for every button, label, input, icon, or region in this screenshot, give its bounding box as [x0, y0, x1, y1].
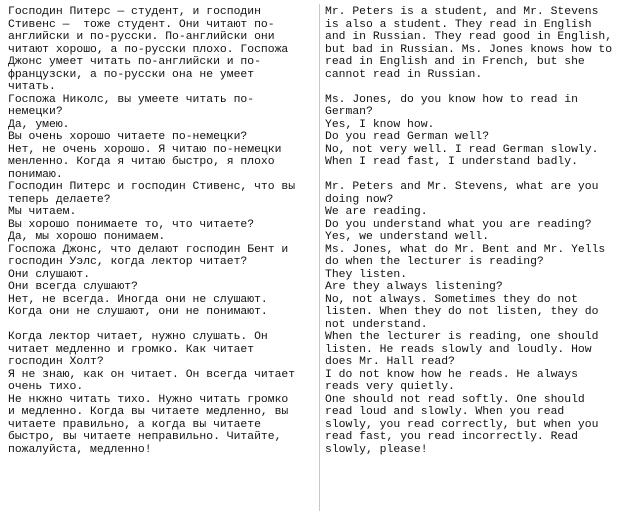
english-text-line: Do you read German well? [325, 131, 490, 143]
russian-text-line: Господин Питерс — студент, и господин [8, 6, 261, 18]
english-text-line: slowly, you read correctly, but when you [325, 418, 599, 431]
english-text-line: read in English and in French, but she [325, 56, 585, 68]
russian-text-line: пожалуйста, медленно! [8, 443, 152, 456]
russian-text-line: английски и по-русски. По-английски они [8, 31, 275, 43]
english-text-line: doing now? [325, 193, 394, 206]
russian-text-line: и медленно. Когда вы читаете медленно, вы [8, 406, 289, 418]
english-text-line: but bad in Russian. Ms. Jones knows how to [325, 43, 613, 56]
russian-text-line: Когда лектор читает, нужно слушать. Он [8, 331, 268, 343]
english-text-line: read fast, you read incorrectly. Read [325, 431, 578, 443]
english-text-line [325, 169, 635, 182]
russian-text-line: быстро, вы читаете неправильно. Читайте, [8, 431, 282, 443]
russian-text-line: Вы хорошо понимаете то, что читаете? [8, 218, 255, 231]
russian-text-line: Госпожа Николс, вы умеете читать по- [8, 93, 255, 106]
english-text-line: One should not read softly. One should [325, 393, 585, 406]
russian-text-line: читаете правильно, а когда вы читаете [8, 418, 261, 431]
russian-text-line: Нет, не очень хорошо. Я читаю по-немецки [8, 143, 282, 156]
russian-text-line: Не нкжно читать тихо. Нужно читать громко [8, 393, 289, 406]
russian-text-line: Нет, не всегда. Иногда они не слушают. [8, 293, 268, 306]
english-text-line: They listen. [325, 268, 408, 281]
russian-text-line: Они всегда слушают? [8, 281, 138, 293]
russian-text-line: Они слушают. [8, 268, 91, 281]
english-text-line: listen. He reads slowly and loudly. How [325, 343, 592, 356]
russian-text-line: Когда они не слушают, они не понимают. [8, 306, 268, 318]
russian-text-line: понимаю. [8, 168, 63, 181]
english-text-line: Ms. Jones, do you know how to read in [325, 93, 578, 106]
russian-text-column [8, 6, 313, 509]
russian-text-line: господин Холт? [8, 356, 104, 368]
russian-text-line: Вы очень хорошо читаете по-немецки? [8, 131, 248, 143]
russian-text-line: Я не знаю, как он читает. Он всегда читает [8, 368, 296, 381]
column-divider [319, 4, 320, 511]
english-text-line: Yes, we understand well. [325, 231, 490, 243]
russian-text-line: немецки? [8, 106, 63, 118]
english-text-line: When the lecturer is reading, one should [325, 331, 599, 343]
english-text-line: Mr. Peters and Mr. Stevens, what are you [325, 181, 599, 193]
english-text-line: cannot read in Russian. [325, 68, 483, 81]
russian-text-line [8, 319, 313, 332]
english-text-line: does Mr. Hall read? [325, 356, 455, 368]
russian-text-line: Да, умею. [8, 118, 70, 131]
russian-text-line: Мы читаем. [8, 206, 77, 218]
english-text-line: I do not know how he reads. He always [325, 368, 578, 381]
english-text-line: When I read fast, I understand badly. [325, 156, 578, 168]
english-text-line: Are they always listening? [325, 281, 503, 293]
russian-text-line: Господин Питерс и господин Стивенс, что вы [8, 181, 296, 193]
english-text-line: listen. When they do not listen, they do [325, 306, 599, 318]
english-text-line: German? [325, 106, 373, 118]
russian-text-line: менленно. Когда я читаю быстро, я плохо [8, 156, 275, 168]
english-text-line: Do you understand what you are reading? [325, 218, 592, 231]
english-text-line: We are reading. [325, 206, 428, 218]
russian-text-line: читает медленно и громко. Как читает [8, 343, 255, 356]
english-text-line: Ms. Jones, what do Mr. Bent and Mr. Yells [325, 243, 606, 256]
russian-text-line: Джонс умеет читать по-английски и по- [8, 56, 261, 68]
english-text-line: reads very quietly. [325, 381, 455, 393]
russian-text-line: читать. [8, 81, 56, 93]
english-text-line: not understand. [325, 318, 428, 331]
english-text-line: slowly, please! [325, 443, 428, 456]
russian-text-line: Стивенс — тоже студент. Они читают по- [8, 18, 275, 31]
russian-text-line: очень тихо. [8, 381, 84, 393]
russian-text-line: читают хорошо, а по-русски плохо. Госпожа [8, 43, 289, 56]
english-text-line: Yes, I know how. [325, 118, 435, 131]
english-text-line: and in Russian. They read good in English, [325, 31, 613, 43]
english-text-line: No, not very well. I read German slowly. [325, 143, 599, 156]
english-text-line [325, 81, 635, 94]
english-text-column [325, 6, 635, 509]
english-text-line: do when the lecturer is reading? [325, 256, 544, 268]
russian-text-line: господин Уэлс, когда лектор читает? [8, 256, 248, 268]
russian-text-line: французски, а по-русски она не умеет [8, 68, 255, 81]
english-text-line: read loud and slowly. When you read [325, 406, 565, 418]
russian-text-line: теперь делаете? [8, 193, 111, 206]
russian-text-line: Да, мы хорошо понимаем. [8, 231, 166, 243]
english-text-line: No, not always. Sometimes they do not [325, 293, 578, 306]
russian-text-line: Госпожа Джонс, что делают господин Бент и [8, 243, 289, 256]
english-text-line: Mr. Peters is a student, and Mr. Stevens [325, 6, 599, 18]
english-text-line: is also a student. They read in English [325, 18, 592, 31]
